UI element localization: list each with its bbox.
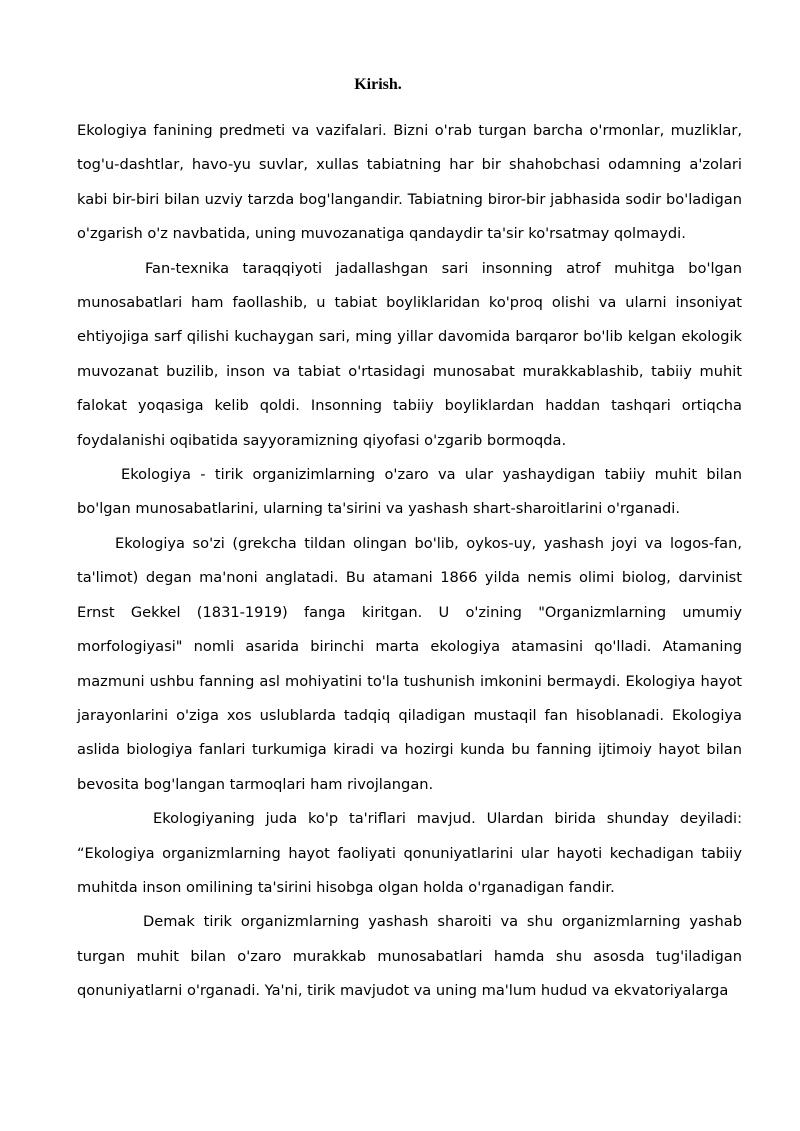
- paragraph-4: Ekologiya so'zi (grekcha tildan olingan bo'lib, oykos-uy, yashash joyi va logos-fan, ta'limot) degan ma'noni anglatadi. Bu atamani 1866 yilda nemis olimi biolog, darvinist Ernst Gekkel (1831-1919) fanga kiritgan. U o'zining "Organizmlarning umumiy morfologiyasi" nomli asarida birinchi marta ekologiya atamasini qo'lladi. Atamaning mazmuni ushbu fanning asl mohiyatini to'la tushunish imkonini bermaydi. Ekologiya hayot jarayonlarini o'ziga xos uslublarda tadqiq qiladigan mustaqil fan hisoblanadi. Ekologiya aslida biologiya fanlari turkumiga kiradi va hozirgi kunda bu fanning ijtimoiy hayot bilan bevosita bog'langan tarmoqlari ham rivojlangan.: [77, 534, 742, 793]
- paragraph-2: Fan-texnika taraqqiyoti jadallashgan sari insonning atrof muhitga bo'lgan munosabatlari ham faollashib, u tabiat boyliklaridan ko'proq olishi va ularni insoniyat ehtiyojiga sarf qilishi kuchaygan sari, ming yillar davomida barqaror bo'lib kelgan ekologik muvozanat buzilib, inson va tabiat o'rtasidagi munosabat murakkablashib, tabiiy muhit falokat yoqasiga kelib qoldi. Insonning tabiiy boyliklardan haddan tashqari ortiqcha foydalanishi oqibatida sayyoramizning qiyofasi o'zgarib bormoqda.: [77, 259, 742, 449]
- paragraph-3: Ekologiya - tirik organizimlarning o'zaro va ular yashaydigan tabiiy muhit bilan bo'lgan munosabatlarini, ularning ta'sirini va yashash shart-sharoitlarini o'rganadi.: [77, 466, 742, 518]
- paragraph-1: Ekologiya fanining predmeti va vazifalari. Bizni o'rab turgan barcha o'rmonlar, muzliklar, tog'u-dashtlar, havo-yu suvlar, xullas tabiatning har bir shahobchasi odamning a'zolari kabi bir-biri bilan uzviy tarzda bog'langandir. Tabiatning biror-bir jabhasida sodir bo'ladigan o'zgarish o'z navbatida, uning muvozanatiga qandaydir ta'sir ko'rsatmay qolmaydi.: [77, 122, 742, 243]
- paragraph-6: Demak tirik organizmlarning yashash sharoiti va shu organizmlarning yashab turgan muhit bilan o'zaro murakkab munosabatlari hamda shu asosda tug'iladigan qonuniyatlarni o'rganadi. Ya'ni, tirik mavjudot va uning ma'lum hudud va ekvatoriyalarga: [77, 913, 742, 1000]
- paragraph-5: Ekologiyaning juda ko'p ta'riflari mavjud. Ulardan birida shunday deyiladi: “Ekologiya organizmlarning hayot faoliyati qonuniyatlarini ular hayoti kechadigan tabiiy muhitda inson omilining ta'sirini hisobga olgan holda o'rganadigan fandir.: [77, 810, 742, 896]
- document-body: [77, 114, 742, 1009]
- document-title: Kirish.: [354, 76, 402, 93]
